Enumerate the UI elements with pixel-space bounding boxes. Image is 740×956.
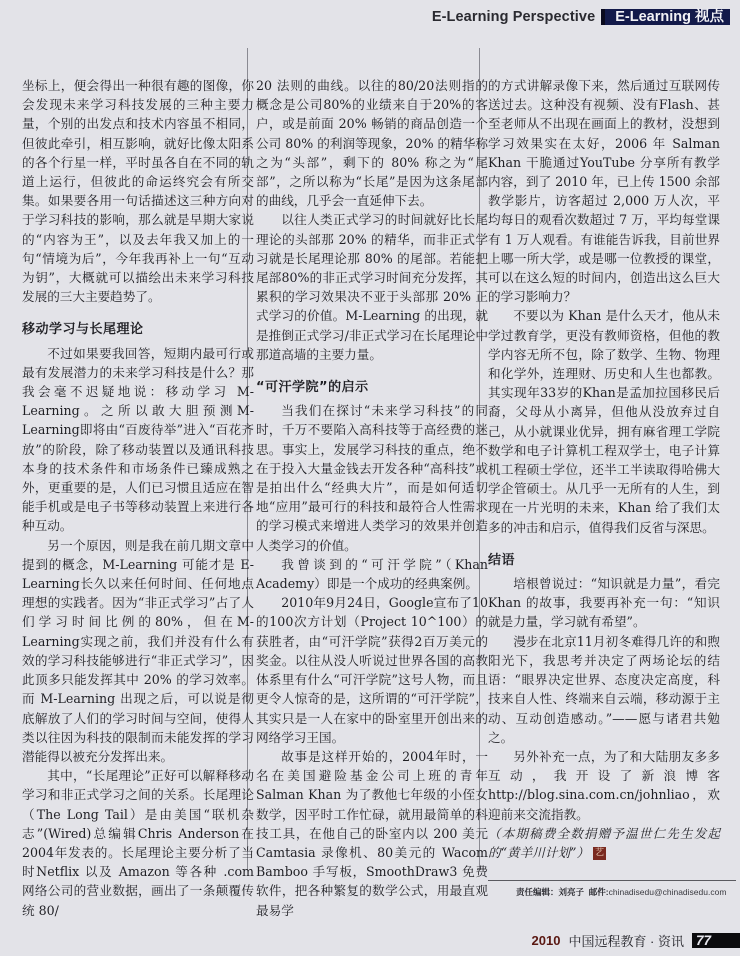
paragraph: 其中，“长尾理论”正好可以解释移动学习和非正式学习之间的关系。长尾理论（The Long Tail）是由美国“联机杂志”(Wired)总编辑Chris Anderson在2004年发表的。长尾理论主要分析了当时Netflix 以及 Amazon 等各种 .com 网络公司的营业数据，画出了一条颠覆传统 80/ — [22, 768, 254, 918]
paragraph: 20 法则的曲线。以往的80/20法则指的概念是公司80%的业绩来自于20%的客户，或是前面 20% 畅销的商品创造一个公司 80% 的利润等现象，20% 的精华称之为“头部”，剩下的 80% 称之为“尾部”，之所以称为“长尾”是因为这条尾部的曲线，几乎会一直延伸下去。 — [256, 78, 488, 209]
page-footer — [532, 932, 740, 948]
end-mark-icon: 艺 — [595, 847, 605, 858]
footer-rule — [488, 880, 736, 881]
paragraph: 另一个原因，则是我在前几期文章中提到的概念，M-Learning 可能才是 E-Learning长久以来任何时间、任何地点理想的实践者。因为“非正式学习”占了人们学习时间比例的80%，但在M-Learning实现之前，我们并没有什么有效的学习科技能够进行“非正式学习”，因此顶多只能发挥其中 20% 的学习效率。而 M-Learning 出现之后，可以说是彻底解放了人们的学习时间与空间，使得人类以往因为科技的限制而未能发挥的学习潜能得以被充分发挥出来。 — [22, 537, 254, 764]
paragraph: 以往人类正式学习的时间就好比长尾理论的头部那 20% 的精华，而非正式学习就是长尾理论那 80% 的尾部。若能把尾部80%的非正式学习时间充分发挥，其累积的学习效果决不亚于头部那 20% 正式学习的价值。M-Learning 的出现，就是推倒正式学习/非正式学习在长尾理论中那道高墙的主要力量。 — [256, 212, 488, 362]
editor-label: 责任编辑： — [516, 887, 559, 897]
article-column-3 — [488, 76, 720, 862]
editor-credits — [516, 886, 726, 898]
paragraph: 不过如果要我回答，短期内最可行或最有发展潜力的未来学习科技是什么？那我会毫不迟疑地说：移动学习 M-Learning。之所以敢大胆预测M-Learning即将由“百废待举”进入“百花齐放”的阶段，除了移动装置以及通讯科技本身的技术条件和市场条件已臻成熟之外，更重要的是，人们已习惯且适应在智能手机或是电子书等移动装置上来进行各种互动。 — [22, 345, 254, 534]
donation-note-text: （本期稿费全数捐赠予温世仁先生发起的“黄羊川计划”） — [488, 825, 720, 860]
section-badge: E-Learning 视点 — [601, 9, 730, 25]
section-heading: “可汗学院”的启示 — [256, 380, 369, 396]
section-title-en: E-Learning Perspective — [431, 9, 596, 25]
footer-year: 2010 — [531, 932, 561, 948]
article-column-2 — [256, 76, 488, 920]
paragraph: 当我们在探讨“未来学习科技”的同时，千万不要陷入高科技等于高经费的迷思。事实上，发展学习科技的重点，绝不在于投入大量金钱去开发各种“高科技”或是拍出什么“经典大片”，而是如何适切地“应用”最可行的科技和最符合人性需求的学习模式来增进人类学习的效果并创造人类学习的价值。 — [256, 403, 488, 553]
donation-note — [488, 824, 720, 862]
paragraph: 坐标上，便会得出一种很有趣的图像，你会发现未来学习科技发展的三种主要力量，个别的出发点和技术内容虽不相同，但彼此牵引，相互影响，就好比像太阳系的各个行星一样，平时虽各自在不同的轨道上运行，但彼此的命运终究会有所交集。如果要各用一句话描述这三种方向对于学习科技的影响，那么就是早期大家说的“内容为王”，以及去年我又加上的一句“情境为后”，今年我再补上一句“互动为钥”，大概就可以描绘出未来学习科技发展的三大主要趋势了。 — [22, 78, 254, 305]
paragraph: 的方式讲解录像下来，然后通过互联网传送过去。这种没有视频、没有Flash、甚至老师从不出现在画面上的教材，没想到学习效果实在太好，2006 年 Salman Khan 干脆通过YouTube 分享所有教学内容，到了 2010 年，已上传 1500 余部教学影片，访客超过 2,000 万人次，平均每日的观看次数超过 7 万，平均每堂课有 1 万人观看。有谁能告诉我，目前世界上哪一所大学，或是哪一位教授的课堂，可以在这么短的时间内，创造出这么巨大的学习影响力？ — [488, 78, 720, 305]
section-heading: 移动学习与长尾理论 — [22, 322, 144, 338]
section-heading: 结语 — [488, 552, 516, 568]
paragraph: 2010年9月24日，Google宣布了10的100次方计划（Project 10^100）的获胜者，由“可汗学院”获得2百万美元的奖金。以往从没人听说过世界各国的高教体系里有什么“可汗学院”这号人物，而且更令人惊奇的是，这所谓的“可汗学院”，其实只是一人在家中的卧室里开创出来的网络学习王国。 — [256, 595, 488, 745]
paragraph: 不要以为 Khan 是什么天才，他从未学过教育学，更没有教师资格，但他的教学内容无所不包，除了数学、生物、物理和化学外，连理财、历史和人生也都教。其实现年33岁的Khan是孟加拉国移民后裔，父母从小离异，但他从没放弃过自己，从小就课业优异，拥有麻省理工学院数学和电子计算机工程双学士，电子计算机工程硕士学位，还半工半读取得哈佛大学企管硕士。从几乎一无所有的人生，到现在一片光明的未来，Khan 给了我们太多的冲击和启示，值得我们反省与深思。 — [488, 308, 720, 535]
paragraph: 我曾谈到的“可汗学院”（Khan Academy）即是一个成功的经典案例。 — [256, 556, 488, 592]
section-header — [432, 10, 730, 24]
editor-email: chinadisedu@chinadisedu.com — [608, 887, 727, 897]
paragraph: 培根曾说过：“知识就是力量”，看完 Khan 的故事，我要再补充一句：“知识就是力量，学习就有希望”。 — [488, 576, 720, 630]
article-column-1 — [22, 76, 254, 920]
page-number: 77 — [692, 933, 740, 948]
editor-name: 刘亮子 — [558, 887, 585, 897]
footer-magazine: 中国远程教育 · 资讯 — [568, 933, 684, 949]
email-label: 邮件: — [588, 887, 609, 897]
paragraph: 另外补充一点，为了和大陆朋友多多互动，我开设了新浪博客 http://blog.sina.com.cn/johnliao，欢迎前来交流指教。 — [488, 748, 720, 822]
paragraph: 故事是这样开始的，2004年时，一名在美国避险基金公司上班的青年Salman Khan 为了教他七年级的小侄女数学，因平时工作忙碌，就用最简单的科技工具，在他自己的卧室内以 200 美元 Camtasia 录像机、80美元的 Wacom Bamboo 手写板，SmoothDraw3 免费软件，把各种繁复的数学公式，用最直观最易学 — [256, 748, 488, 918]
paragraph: 漫步在北京11月初冬难得几许的和煦阳光下，我思考并决定了两场论坛的结语：“眼界决定世界、态度决定高度，科技来自人性、终端来自云端，移动源于主动、互动创造感动。”——愿与诸君共勉之。 — [488, 633, 720, 745]
